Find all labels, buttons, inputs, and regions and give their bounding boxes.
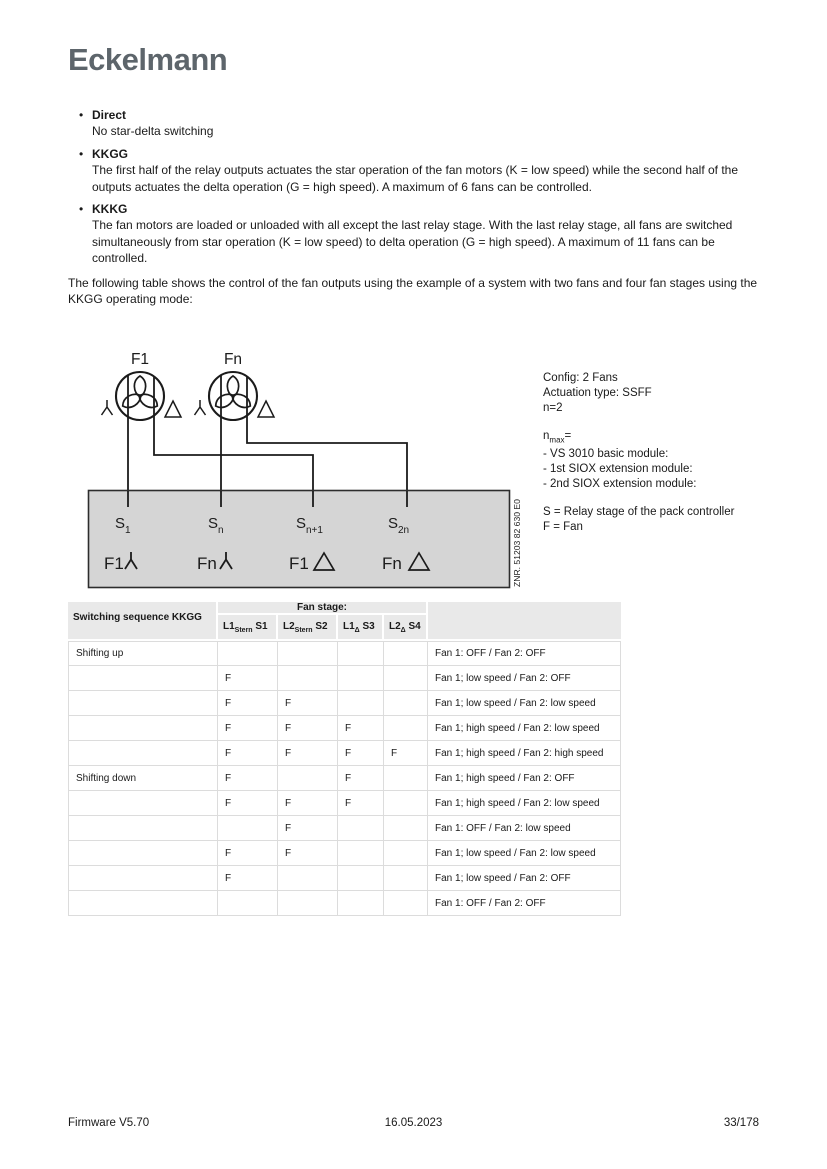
fan-stage-cell — [384, 891, 428, 916]
row-desc-cell: Fan 1; high speed / Fan 2: low speed — [428, 791, 621, 816]
wires — [128, 375, 407, 507]
drawing-number-vertical: ZNR. 51203 82 630 E0 — [512, 499, 522, 587]
bullet-body: No star-delta switching — [92, 124, 214, 139]
bullet-item-direct — [68, 107, 762, 140]
eckelmann-logo: Eckelmann — [68, 42, 228, 77]
fan-stage-cell — [338, 866, 384, 891]
stage-label: S — [388, 515, 399, 532]
table-header-sequence: Switching sequence KKGG — [68, 602, 218, 641]
wire-fn-delta — [247, 377, 407, 507]
delta-symbol-icon — [165, 401, 181, 417]
col-main: L2 — [283, 620, 295, 632]
star-symbol-icon — [102, 400, 113, 415]
row-label-cell: Shifting up — [68, 641, 218, 666]
row-desc-cell: Fan 1; low speed / Fan 2: low speed — [428, 841, 621, 866]
delta-symbol-icon — [258, 401, 274, 417]
fan-stage-cell: F — [218, 691, 278, 716]
col-suffix: S4 — [405, 620, 421, 632]
column-header-l1-delta-s3 — [338, 615, 384, 641]
fan-stage-cell: F — [218, 741, 278, 766]
spacer — [543, 416, 734, 429]
col-sub: Stern — [294, 626, 313, 634]
table-row — [68, 891, 621, 916]
stage-sub: 2n — [398, 525, 410, 536]
footer-page-number: 33/178 — [723, 1117, 759, 1129]
row-label-cell — [68, 816, 218, 841]
bullet-item-kkgg — [68, 146, 762, 195]
fan-stage-cell: F — [218, 716, 278, 741]
fan-stage-cell: F — [218, 791, 278, 816]
row-desc-cell: Fan 1; high speed / Fan 2: low speed — [428, 716, 621, 741]
fan-stage-cell: F — [278, 791, 338, 816]
fan-stage-cell — [278, 766, 338, 791]
row-desc-cell: Fan 1; high speed / Fan 2: OFF — [428, 766, 621, 791]
stage-sub: n+1 — [306, 525, 323, 536]
row-label-cell — [68, 891, 218, 916]
stage-sub: 1 — [125, 525, 131, 536]
note-nmax — [543, 429, 734, 447]
nmax-sub: max — [549, 435, 565, 445]
body-text — [68, 107, 762, 307]
legend-fan: F = Fan — [543, 521, 583, 534]
footer-firmware-version: Firmware V5.70 — [68, 1117, 150, 1129]
note-module-vs3010: - VS 3010 basic module: — [543, 448, 669, 461]
fan-symbol-f1 — [102, 351, 182, 420]
fan-symbol-fn — [195, 351, 275, 420]
row-desc-cell: Fan 1; low speed / Fan 2: low speed — [428, 691, 621, 716]
bullet-icon: • — [79, 202, 84, 217]
fan-stage-cell — [384, 841, 428, 866]
column-header-l2-stern-s2 — [278, 615, 338, 641]
row-label-cell — [68, 691, 218, 716]
spacer — [543, 492, 734, 505]
row-label-cell — [68, 666, 218, 691]
col-suffix: S3 — [359, 620, 375, 632]
fan-stage-cell: F — [384, 741, 428, 766]
fan-stage-cell — [338, 666, 384, 691]
bullet-icon: • — [79, 146, 84, 161]
fan-stage-cell — [218, 891, 278, 916]
col-sub: Δ — [354, 626, 360, 634]
fan-stage-cell — [384, 666, 428, 691]
fan-stage-cell: F — [218, 766, 278, 791]
fan-stage-cell: F — [278, 816, 338, 841]
col-suffix: S1 — [252, 620, 268, 632]
table-row — [68, 866, 621, 891]
col-main: L1 — [223, 620, 235, 632]
table-row — [68, 841, 621, 866]
row-label-cell — [68, 791, 218, 816]
table-row — [68, 691, 621, 716]
row-label-cell: Shifting down — [68, 766, 218, 791]
intro-paragraph: The following table shows the control of the fan outputs using the example of a system with two fans and four fan stages using the KKGG operating mode: — [68, 275, 758, 307]
table-row — [68, 741, 621, 766]
stage-label: S — [115, 515, 126, 532]
bullet-icon: • — [79, 108, 84, 122]
fan-stage-cell — [278, 891, 338, 916]
fan-stage-cell: F — [218, 666, 278, 691]
fan-stage-cell: F — [278, 841, 338, 866]
output-fan-label: F1 — [104, 554, 124, 573]
output-fan-label: Fn — [382, 554, 402, 573]
fan-stage-cell: F — [278, 716, 338, 741]
table-body — [68, 641, 621, 916]
row-label-cell — [68, 841, 218, 866]
fan-stage-cell: F — [218, 866, 278, 891]
column-header-l2-delta-s4 — [384, 615, 428, 641]
note-module-siox2: - 2nd SIOX extension module: — [543, 478, 697, 491]
legend-relay-stage: S = Relay stage of the pack controller — [543, 506, 735, 519]
stage-label: S — [208, 515, 219, 532]
fan-stage-cell — [338, 816, 384, 841]
bullet-body: The first half of the relay outputs actuates the star operation of the fan motors (K = low speed) while the second half of the outputs actuates the delta operation (G = high speed). A maximum of 6 fans can be controlled. — [92, 163, 739, 194]
table-row — [68, 791, 621, 816]
stage-sub: n — [218, 525, 224, 536]
note-n: n=2 — [543, 402, 563, 414]
fan-stage-cell — [384, 766, 428, 791]
fan-stage-cell — [278, 866, 338, 891]
fan-label: F1 — [130, 351, 150, 368]
note-actuation: Actuation type: SSFF — [543, 387, 652, 399]
row-label-cell — [68, 866, 218, 891]
row-desc-cell: Fan 1; low speed / Fan 2: OFF — [428, 866, 621, 891]
fan-stage-cell: F — [338, 716, 384, 741]
fan-stage-cell — [218, 816, 278, 841]
fan-stage-cell — [384, 641, 428, 666]
fan-wiring-diagram — [80, 344, 540, 596]
row-label-cell — [68, 716, 218, 741]
diagram-annotations — [543, 371, 734, 535]
fan-stage-cell — [278, 666, 338, 691]
table-row — [68, 666, 621, 691]
fan-stage-cell — [338, 641, 384, 666]
row-label-cell — [68, 741, 218, 766]
table-header-description — [428, 602, 621, 641]
row-desc-cell: Fan 1: OFF / Fan 2: OFF — [428, 891, 621, 916]
bullet-title: KKKG — [92, 202, 128, 217]
output-fan-label: F1 — [289, 554, 309, 573]
fan-stage-cell — [338, 691, 384, 716]
note-module-siox1: - 1st SIOX extension module: — [543, 463, 693, 476]
table-row — [68, 641, 621, 666]
column-header-l1-stern-s1 — [218, 615, 278, 641]
bullet-body: The fan motors are loaded or unloaded with all except the last relay stage. With the last relay stage, all fans are switched simultaneously from star operation (K = low speed) to delta operation (G = high speed). A maximum of 11 fans can be controlled. — [92, 218, 733, 266]
row-desc-cell: Fan 1; low speed / Fan 2: OFF — [428, 666, 621, 691]
col-main: L2 — [389, 620, 401, 632]
fan-stage-cell — [384, 866, 428, 891]
table-row — [68, 716, 621, 741]
row-desc-cell: Fan 1: OFF / Fan 2: low speed — [428, 816, 621, 841]
nmax-eq: = — [564, 430, 572, 442]
footer-date: 16.05.2023 — [384, 1117, 443, 1129]
fan-stage-cell: F — [278, 741, 338, 766]
table-row — [68, 816, 621, 841]
fan-stage-cell — [338, 841, 384, 866]
fan-stage-cell: F — [218, 841, 278, 866]
row-desc-cell: Fan 1: OFF / Fan 2: OFF — [428, 641, 621, 666]
fan-stage-cell — [384, 716, 428, 741]
fan-stage-cell — [384, 816, 428, 841]
fan-stage-cell: F — [338, 766, 384, 791]
fan-stage-cell: F — [278, 691, 338, 716]
bullet-title: KKGG — [92, 146, 128, 161]
stage-label: S — [296, 515, 307, 532]
fan-stage-cell — [384, 791, 428, 816]
col-main: L1 — [343, 620, 355, 632]
fan-label: Fn — [223, 351, 243, 368]
output-fan-label: Fn — [197, 554, 217, 573]
fan-stage-cell — [338, 891, 384, 916]
bullet-title: Direct — [92, 108, 127, 122]
fan-stage-cell — [278, 641, 338, 666]
col-sub: Δ — [400, 626, 406, 634]
star-symbol-icon — [195, 400, 206, 415]
bullet-item-kkkg — [68, 201, 762, 267]
note-config: Config: 2 Fans — [543, 372, 618, 384]
fan-stage-cell — [384, 691, 428, 716]
table-row — [68, 766, 621, 791]
fan-stage-cell: F — [338, 741, 384, 766]
table-header-fan-stage: Fan stage: — [218, 602, 428, 615]
col-sub: Stern — [234, 626, 253, 634]
nmax-base: n — [543, 430, 550, 442]
fan-stage-cell: F — [338, 791, 384, 816]
switching-sequence-table — [68, 602, 621, 916]
col-suffix: S2 — [312, 620, 328, 632]
fan-stage-cell — [218, 641, 278, 666]
row-desc-cell: Fan 1; high speed / Fan 2: high speed — [428, 741, 621, 766]
